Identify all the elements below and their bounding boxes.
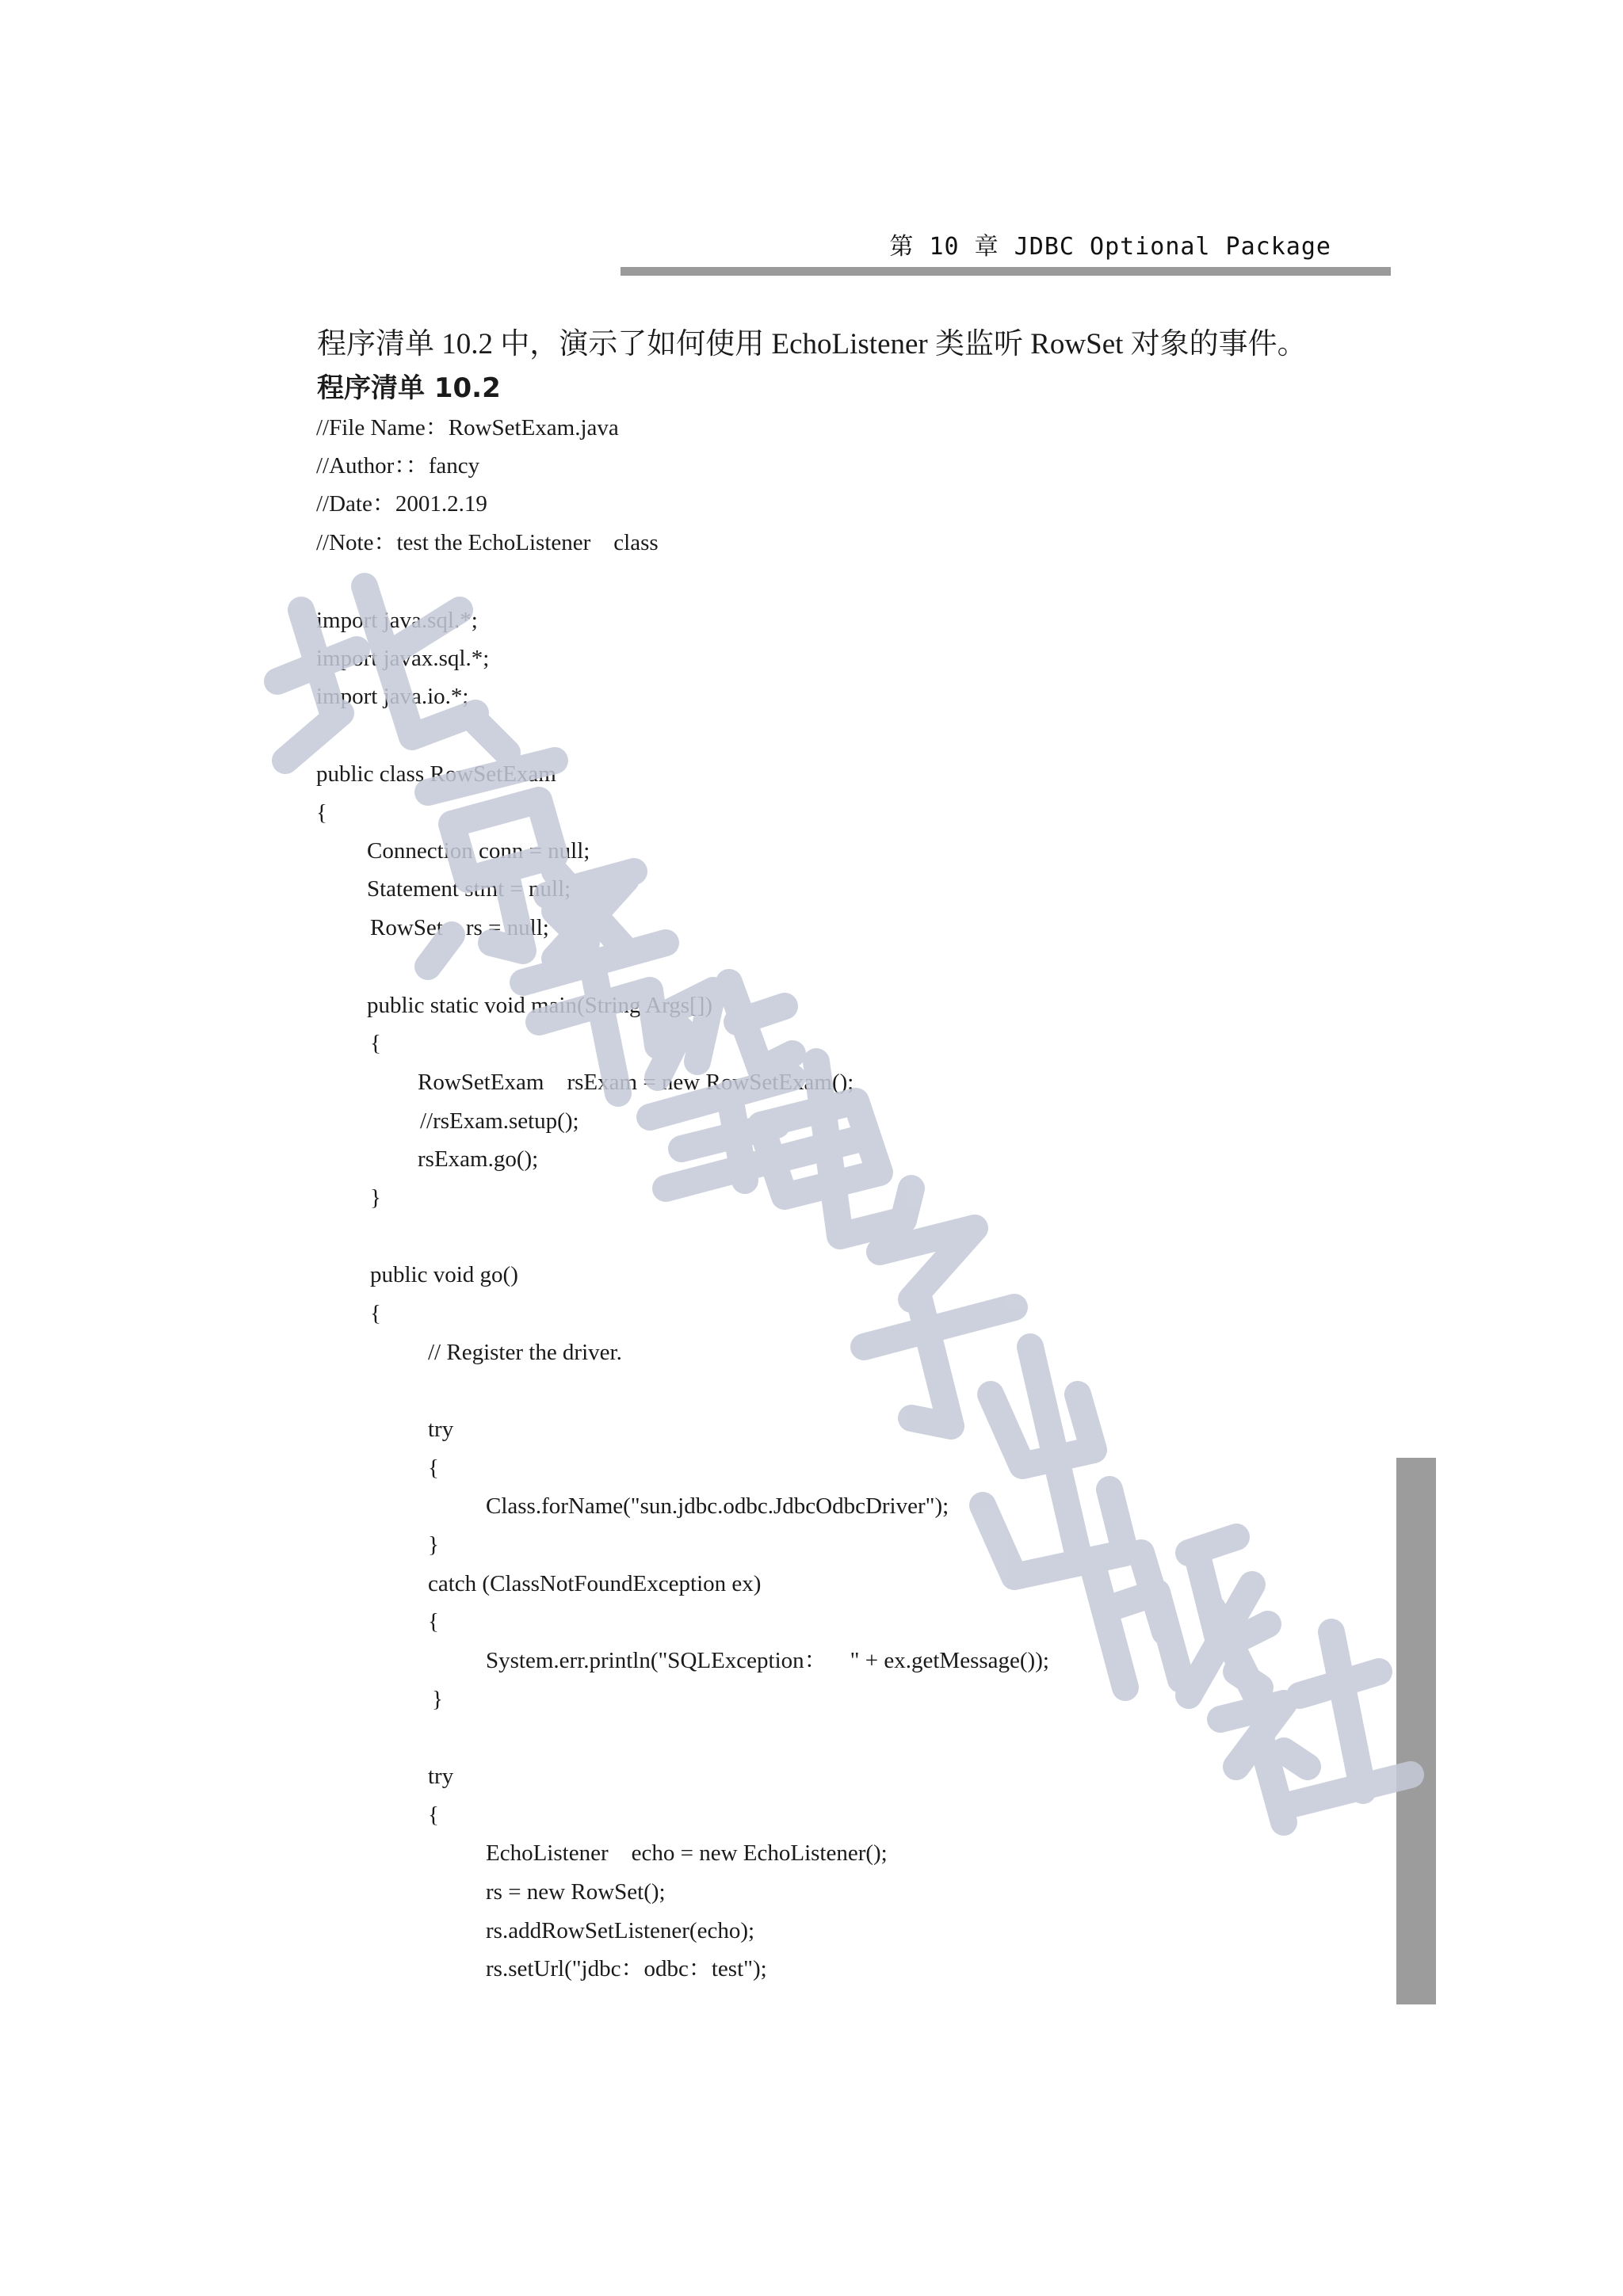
code-line: public void go() — [370, 1262, 518, 1287]
code-line: } — [370, 1185, 381, 1211]
code-line: { — [316, 800, 327, 826]
code-line: public class RowSetExam — [316, 761, 556, 787]
code-line: RowSetExam rsExam = new RowSetExam(); — [418, 1070, 854, 1095]
code-line: { — [428, 1455, 439, 1481]
code-line: System.err.println("SQLException： " + ex.getMessage()); — [486, 1648, 1049, 1673]
intro-paragraph: 程序清单 10.2 中，演示了如何使用 EchoListener 类监听 RowSet 对象的事件。 — [317, 328, 1307, 360]
code-line: RowSet rs = null; — [370, 915, 549, 940]
code-line: import java.sql.*; — [316, 608, 478, 633]
code-line: rs.setUrl("jdbc：odbc：test"); — [486, 1956, 767, 1981]
watermark-glyph — [1094, 1537, 1268, 1703]
code-line: } — [432, 1687, 443, 1712]
code-line: { — [428, 1802, 439, 1828]
side-thumb-tab — [1396, 1458, 1436, 2004]
code-line: //Author：：fancy — [316, 453, 480, 479]
code-line: try — [428, 1417, 454, 1442]
watermark-glyph — [523, 871, 666, 1093]
code-line: { — [370, 1301, 381, 1326]
code-line: import java.io.*; — [316, 684, 469, 709]
code-line: import javax.sql.*; — [316, 646, 490, 671]
code-line: rs = new RowSet(); — [486, 1879, 666, 1905]
code-line: //Note：test the EchoListener class — [316, 530, 659, 555]
code-line: Class.forName("sun.jdbc.odbc.JdbcOdbcDriver"); — [486, 1493, 949, 1519]
code-line: //rsExam.setup(); — [420, 1108, 579, 1134]
code-line: EchoListener echo = new EchoListener(); — [486, 1840, 888, 1866]
code-line: rsExam.go(); — [418, 1146, 539, 1172]
code-line: rs.addRowSetListener(echo); — [486, 1918, 755, 1943]
listing-title: 程序清单 10.2 — [317, 372, 501, 404]
code-line: // Register the driver. — [428, 1340, 622, 1365]
code-line: //Date：2001.2.19 — [316, 491, 487, 517]
code-line: //File Name：RowSetExam.java — [316, 415, 619, 441]
header-rule — [621, 267, 1391, 276]
code-line: Connection conn = null; — [367, 838, 590, 864]
code-line: { — [370, 1031, 381, 1056]
code-line: catch (ClassNotFoundException ex) — [428, 1571, 762, 1596]
code-line: { — [428, 1609, 439, 1634]
code-line: Statement stmt = null; — [367, 876, 571, 902]
code-line: public static void main(String Args[]) — [367, 993, 713, 1018]
running-head: 第 10 章 JDBC Optional Package — [889, 233, 1331, 261]
watermark-glyph — [864, 1228, 1014, 1426]
watermark-glyph — [983, 1347, 1125, 1577]
watermark-glyph — [1220, 1632, 1411, 1822]
code-line: } — [428, 1532, 439, 1558]
code-line: try — [428, 1764, 454, 1789]
